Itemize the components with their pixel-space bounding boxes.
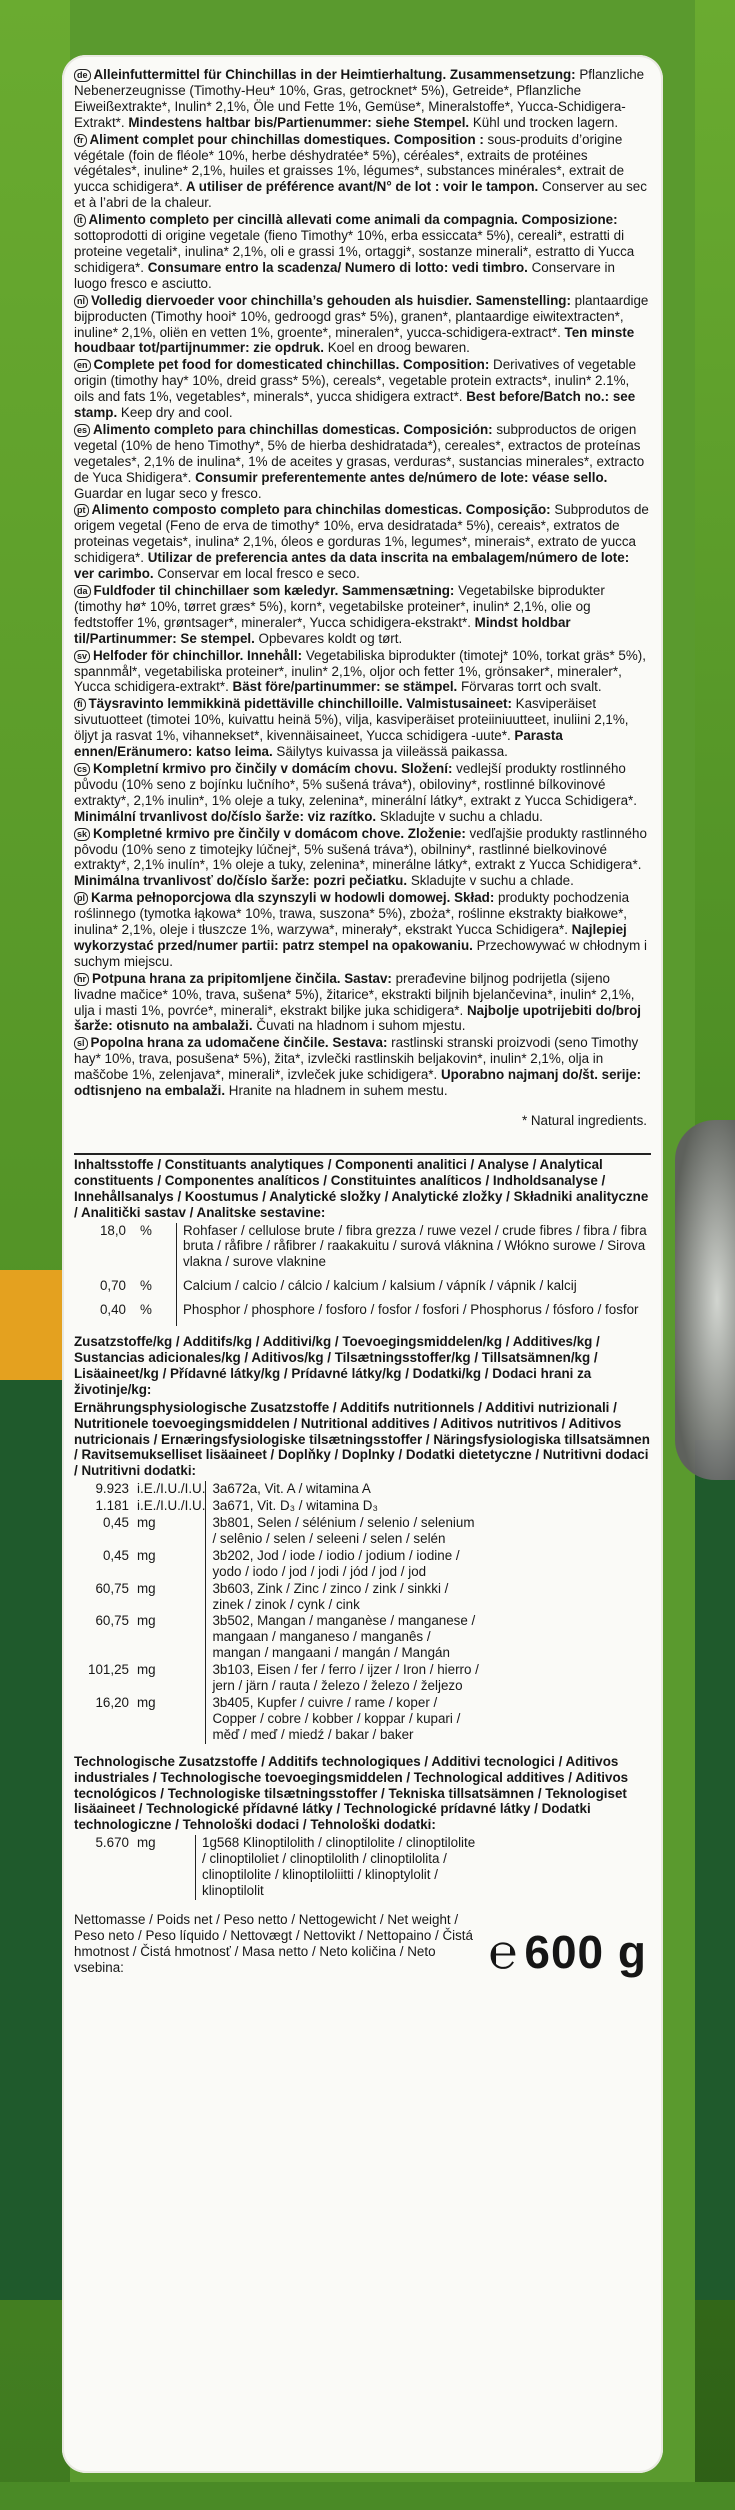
label-panel [62, 55, 663, 2473]
storage-text: Przechowywać w chłodnym i suchym miejscu. [74, 937, 647, 969]
technological-table [74, 1835, 651, 1900]
language-code-badge: pt [74, 504, 89, 517]
storage-text: Koel en droog bewaren. [323, 340, 470, 356]
composition-text: Vegetabiliska biprodukter (timotej* 10%, torkat gräs* 5%), spannmål*, vegetabiliska proteiner*, inulin* 2,1%, oljor och fetter 1%, grönsaker*, mineraler*, Yucca schidigera-extrakt*. [74, 647, 646, 695]
storage-text: Skladujte v suchu a chlade. [407, 873, 574, 889]
product-declaration: Volledig diervoeder voor chinchilla’s gehouden als huisdier. Samenstelling: [91, 292, 571, 308]
nutritional-additives-heading: Ernährungsphysiologische Zusatzstoffe / Additifs nutritionnels / Additivi nutrizionali / Nutritionele toevoegingsmiddelen / Nutritional additives / Aditivos nutritivos / Aditivos nutricionais / Ernæringsfysiologiske tilsætningsstoffer / Näringsfysiologiska tillsatsämnen / Ravitsemukselliset lisäaineet / Doplňky / Doplnky / Dodatki dietetyczne / Nutritivni dodaci / Nutritivni dodatki: [74, 1399, 650, 1479]
language-code-badge: pl [74, 892, 88, 905]
analytical-table [74, 1223, 651, 1327]
composition-text: sottoprodotti di origine vegetale (fieno Timothy* 10%, erba essiccata* 5%), cereali*, estratti di proteine vegetali*, inulina* 2,1%, oli e grassi 1%, ortaggi*, sostanze minerali*, estratto di Yucca schidigera*. [74, 228, 635, 275]
chinchilla-fur-image [675, 1120, 735, 1480]
language-block [74, 132, 651, 212]
analytical-row [74, 1278, 651, 1302]
language-block [74, 502, 651, 582]
storage-text: Conservar em local fresco e seco. [153, 566, 360, 582]
analytical-row [74, 1223, 651, 1279]
row-unit: mg [133, 1662, 206, 1695]
row-value: 0,40 [99, 1302, 126, 1318]
orange-stripe [0, 1270, 70, 1380]
row-description: 1g568 Klinoptilolith / clinoptilolite / clinoptilolite / clinoptiloliet / clinoptilolith / clinoptilolita / clinoptilolite / klinoptiloliitti / klinoptylolit / klinoptilolit [202, 1835, 476, 1898]
row-unit: mg [133, 1548, 206, 1581]
language-blocks [74, 67, 651, 1099]
row-unit: % [134, 1223, 177, 1279]
right-dark-band [695, 1440, 735, 2300]
natural-ingredients-footnote: * Natural ingredients. [521, 1113, 647, 1128]
additive-row [74, 1548, 651, 1581]
storage-text: Conserver au sec et à l’abri de la chaleur. [74, 179, 647, 211]
row-value: 0,45 [102, 1547, 129, 1563]
storage-text: Skladujte v suchu a chladu. [376, 808, 543, 824]
row-description: 3b502, Mangan / manganèse / manganese / mangaan / manganeso / manganês / mangan / mangaani / mangán / Mangán [212, 1613, 476, 1661]
storage-text: Guardar en lugar seco y fresco. [74, 485, 262, 501]
row-unit: mg [133, 1613, 206, 1662]
product-declaration: Helfoder för chinchillor. Innehåll: [93, 647, 303, 663]
language-code-badge: hr [74, 973, 89, 986]
composition-text: Subprodutos de origem vegetal (Feno de erva de timothy* 10%, erva desidratada* 5%), cereais*, extratos de proteinas vegetais*, inulina* 2,1%, óleos e gorduras 1%, legumes*, minerais*, extrato de yucca schidigera*. [74, 502, 649, 566]
language-block [74, 890, 651, 970]
language-block [74, 293, 651, 357]
language-code-badge: sk [74, 828, 90, 841]
net-weight-value [488, 1925, 651, 1979]
best-before-text: Mindestens haltbar bis/Partienummer: siehe Stempel. [124, 114, 470, 130]
additives-heading: Zusatzstoffe/kg / Additifs/kg / Additivi/kg / Toevoegingsmiddelen/kg / Additives/kg / Sustancias adicionales/kg / Aditivos/kg / Tilsætningsstoffer/kg / Tillsatsämnen/kg / Lisäaineet/kg / Přídavné látky/kg / Prídavné látky/kg / Dodatki/kg / Dodaci hrani za životinje/kg: [74, 1334, 600, 1397]
technological-heading: Technologische Zusatzstoffe / Additifs technologiques / Additivi tecnologici / Aditivos industriales / Technologische toevoegingsmiddelen / Technological additives / Aditivos tecnológicos / Technologiske tilsætningsstoffer / Tekniska tillsatsämnen / Teknologiset lisäaineet / Technologické přídavné látky / Technologické prídavné látky / Dodatki technologiczne / Tehnološki dodaci / Tehnološki dodatki: [74, 1753, 629, 1833]
language-block [74, 67, 651, 131]
row-unit: i.E./I.U./I.U. [133, 1498, 206, 1515]
row-unit: mg [133, 1581, 206, 1614]
additive-row [74, 1498, 651, 1515]
composition-text: Pflanzliche Nebenerzeugnisse (Timothy-Heu* 10%, Gras, getrocknet* 5%), Getreide*, Pflanzliche Eiweißextrakte*, Inulin* 2,1%, Öle und Fette 1%, Gemüse*, Mineralstoffe*, Yucca-Schidigera-Extrakt*. [74, 67, 645, 130]
storage-text: Keep dry and cool. [117, 405, 233, 421]
composition-text: Vegetabilske biprodukter (timothy hø* 10%, tørret græs* 5%), korn*, vegetabilske proteiner*, inulin* 2,1%, olie og fedtstoffer 1%, grøntsager*, mineraler*, Yucca schidigera-ekstrakt*. [74, 583, 605, 630]
row-value: 1.181 [95, 1498, 129, 1514]
product-declaration: Alimento completo para chinchillas domesticas. Composición: [93, 421, 493, 437]
best-before-text: Minimálna trvanlivosť do/číslo šarže: pozri pečiatku. [74, 873, 408, 889]
language-block [74, 583, 651, 647]
product-declaration: Alimento composto completo para chinchilas domesticas. Composição: [91, 502, 551, 518]
composition-text: subproductos de origen vegetal (10% de heno Timothy*, 5% de hierba deshidratada*), cereales*, extractos de proteínas vegetales*, 2,1% de inulina*, 1% de aceites y grasas, verduras*, sustancias minerales*, extracto de Yuca Shidigera*. [74, 421, 645, 485]
language-code-badge: fi [74, 698, 86, 711]
product-declaration: Kompletní krmivo pro činčily v domácím chovu. Složení: [93, 760, 453, 776]
e-mark-icon: ℮ [488, 1925, 519, 1979]
storage-text: Hranite na hladnem in suhem mestu. [225, 1083, 448, 1099]
row-value: 60,75 [95, 1580, 129, 1596]
composition-text: Kasviperäiset sivutuotteet (timotei 10%, kuivattu heinä 5%), vilja, kasviperäiset proteiiniuutteet, inuliini 2,1%, öljyt ja rasvat 1%, vihannekset*, kivennäisaineet, Yucca schidigera -uute*. [74, 696, 629, 744]
row-value: 5.670 [95, 1835, 129, 1851]
language-code-badge: fr [74, 134, 87, 147]
row-unit: % [134, 1302, 177, 1326]
composition-text: Derivatives of vegetable origin (timothy hay* 10%, dreid grass* 5%), cereals*, vegetable protein extracts*, inulin* 2.1%, oils and fats 1%, vegetables*, minerals*, yucca shidigera extract*. [74, 357, 636, 405]
product-declaration: Täysravinto lemmikkinä pidettäville chinchilloille. Valmistusaineet: [88, 696, 512, 712]
bottom-green-band [0, 2482, 735, 2510]
language-code-badge: sv [74, 650, 90, 663]
language-code-badge: cs [74, 763, 90, 776]
row-description: Phosphor / phosphore / fosforo / fosfor / fosfori / Phosphorus / fósforo / fosfor [183, 1302, 639, 1318]
composition-text: plantaardige bijproducten (Timothy hooi* 10%, gedroogd gras* 5%), granen*, plantaardige eiwitextracten*, inuline* 2,1%, oliën en vetten 1%, groente*, mineralen*, yucca-schidigera-extract*. [74, 292, 649, 340]
row-description: 3b405, Kupfer / cuivre / rame / koper / Copper / cobre / kobber / koppar / kupari / měď / meď / miedź / bakar / baker [212, 1695, 461, 1742]
language-code-badge: nl [74, 295, 88, 308]
composition-text: vedlejší produkty rostlinného původu (10% seno z bojínku lučního*, 5% sušená tráva*), obiloviny*, rostlinné bílkovinové extrakty*, 2,1% inulin*, 1% oleje a tuky, zelenina*, minerální látky*, extrakt z Yucca Schidigera*. [74, 760, 637, 808]
language-code-badge: it [74, 214, 86, 227]
additive-row [74, 1695, 651, 1744]
storage-text: Opbevares koldt og tørt. [254, 630, 403, 646]
row-value: 101,25 [88, 1662, 129, 1678]
net-weight-label: Nettomasse / Poids net / Peso netto / Nettogewicht / Net weight / Peso neto / Peso líquido / Nettovægt / Nettovikt / Nettopaino / Čistá hmotnost / Čistá hmotnosť / Masa netto / Neto količina / Neto vsebina: [74, 1911, 473, 1975]
language-block [74, 648, 651, 696]
best-before-text: Bäst före/partinummer: se stämpel. [228, 679, 458, 695]
row-unit: mg [133, 1515, 206, 1548]
row-description: 3b801, Selen / sélénium / selenio / selenium / selênio / selen / seleeni / selen / selén [212, 1515, 475, 1546]
best-before-text: Minimální trvanlivost do/číslo šarže: viz razítko. [74, 808, 377, 824]
composition-text: rastlinski stranski proizvodi (seno Timothy hay* 10%, trava, posušena* 5%), žita*, izvlečki rastlinskih beljakovin*, inulin* 2,1%, olja in maščobe 1%, zelenjava*, minerali*, izvleček juke schidigera*. [74, 1035, 639, 1083]
additive-row [74, 1662, 651, 1695]
best-before-text: Najlepiej wykorzystać przed/numer partii: patrz stempel na opakowaniu. [74, 922, 627, 953]
additives-table [74, 1481, 651, 1744]
additive-row [74, 1581, 651, 1614]
product-declaration: Kompletné krmivo pre činčily v domácom chove. Zloženie: [93, 825, 466, 841]
best-before-text: Utilizar de preferencia antes da data inscrita na embalagem/número de lote: ver carimbo. [74, 550, 630, 582]
product-declaration: Complete pet food for domesticated chinchillas. Composition: [93, 357, 490, 373]
row-description: 3b603, Zink / Zinc / zinco / zink / sinkki / zinek / zinok / cynk / cink [212, 1580, 449, 1612]
row-unit: mg [133, 1835, 196, 1900]
language-code-badge: es [74, 424, 90, 437]
additive-row [74, 1515, 651, 1548]
storage-text: Kühl und trocken lagern. [469, 114, 619, 130]
storage-text: Čuvati na hladnom i suhom mjestu. [252, 1018, 466, 1034]
row-value: 16,20 [95, 1695, 129, 1710]
row-description: 3b202, Jod / iode / iodio / jodium / iodine / yodo / iodo / jod / jodi / jód / jod / jod [212, 1547, 460, 1579]
row-description: Calcium / calcio / cálcio / kalcium / kalsium / vápník / vápnik / kalcij [183, 1278, 577, 1294]
row-value: 18,0 [99, 1222, 126, 1238]
product-declaration: Alleinfuttermittel für Chinchillas in der Heimtierhaltung. Zusammensetzung: [93, 67, 576, 82]
best-before-text: Consumir preferentemente antes de/número de lote: véase sello. [191, 469, 608, 485]
storage-text: Conservare in luogo fresco e asciutto. [74, 259, 615, 291]
composition-text: produkty pochodzenia roślinnego (tymotka łąkowa* 10%, trawa, suszona* 5%), zboża*, roślinne ekstrakty białkowe*, inulina* 2,1%, oleje i tłuszcze 1%, warzywa*, minerały*, ekstrakt Yucca Schidigera*. [74, 890, 630, 938]
product-declaration: Popolna hrana za udomačene činčile. Sestava: [90, 1035, 388, 1051]
best-before-text: Consumare entro la scadenza/ Numero di lotto: vedi timbro. [143, 259, 528, 275]
language-block [74, 696, 651, 760]
row-description: 3a672a, Vit. A / witamina A [212, 1481, 371, 1497]
analytical-heading: Inhaltsstoffe / Constituants analytiques / Componenti analitici / Analyse / Analytical constituents / Componentes analíticos / Constituintes analíticos / Indholdsanalyse / Innehållsanalys / Koostumus / Analytické složky / Analytické zložky / Składniki analityczne / Analitički sastav / Analitske sestavine: [74, 1156, 649, 1220]
best-before-text: A utiliser de préférence avant/N° de lot : voir le tampon. [182, 179, 539, 195]
composition-text: prerađevine biljnog podrijetla (sijeno livadne mačice* 10%, trava, sušena* 5%), žitarice*, ekstrakti biljnih bjelančevina*, inulin* 2,1%, ulja i masti 1%, povrće*, minerali*, ekstrakt biljke juka schidigera*. [74, 970, 635, 1018]
row-value: 0,70 [99, 1278, 126, 1294]
language-code-badge: da [74, 585, 91, 598]
net-weight-row [74, 1911, 651, 1979]
language-block [74, 422, 651, 502]
additive-row [74, 1613, 651, 1662]
analytical-divider [74, 1153, 651, 1155]
additive-row [74, 1481, 651, 1498]
best-before-text: Best before/Batch no.: see stamp. [74, 389, 636, 421]
composition-text: vedľajšie produkty rastlinného pôvodu (10% seno z timotejky lúčnej*, 5% sušená tráva*), obilniny*, rastlinné bielkovinové extrakty*, 2,1% inulín*, 1% oleje a tuky, zelenina*, minerálne látky*, extrakt z Yucca Schidigera*. [74, 825, 647, 873]
language-block [74, 971, 651, 1035]
language-code-badge: de [74, 69, 91, 82]
composition-text: sous-produits d’origine végétale (foin de fléole* 10%, herbe déshydratée* 5%), céréales*, extraits de protéines végétales*, inuline* 2,1%, huiles et graisses 1%, légumes*, substances minérales*, extrait de yucca schidigera*. [74, 131, 625, 195]
best-before-text: Parasta ennen/Eränumero: katso leima. [74, 728, 563, 760]
language-block [74, 761, 651, 825]
product-declaration: Aliment complet pour chinchillas domestiques. Composition : [89, 131, 484, 147]
row-unit: i.E./I.U./I.U. [133, 1481, 206, 1498]
storage-text: Förvaras torrt och svalt. [457, 679, 602, 695]
analytical-row [74, 1302, 651, 1326]
language-block [74, 212, 651, 292]
row-unit: mg [133, 1695, 206, 1744]
net-weight-amount: 600 g [524, 1925, 647, 1978]
language-block [74, 826, 651, 890]
language-block [74, 1035, 651, 1099]
row-description: 3a671, Vit. D₃ / witamina D₃ [212, 1498, 378, 1514]
best-before-text: Mindst holdbar til/Partinummer: Se stempel. [74, 614, 571, 646]
technological-row [74, 1835, 651, 1900]
best-before-text: Najbolje upotrijebiti do/broj šarže: otisnuto na ambalaži. [74, 1002, 642, 1034]
language-code-badge: en [74, 359, 91, 372]
product-declaration: Karma pełnoporcjowa dla szynszyli w hodowli domowej. Skład: [91, 890, 495, 906]
language-code-badge: sl [74, 1037, 88, 1050]
storage-text: Säilytys kuivassa ja viileässä paikassa. [272, 744, 508, 760]
language-block [74, 357, 651, 421]
product-declaration: Fuldfoder til chinchillaer som kæledyr. Sammensætning: [93, 583, 455, 598]
best-before-text: Uporabno najmanj do/št. serije: odtisnjeno na embalaži. [74, 1067, 642, 1099]
left-dark-band [0, 1380, 70, 2300]
product-declaration: Potpuna hrana za pripitomljene činčila. Sastav: [92, 970, 392, 986]
row-description: Rohfaser / cellulose brute / fibra grezza / ruwe vezel / crude fibres / fibra / fibra bruta / råfibre / råfibrer / raakakuitu / surová vláknina / Włókno surowe / Sirova vlakna / surove vlaknine [183, 1222, 647, 1270]
best-before-text: Ten minste houdbaar tot/partijnummer: zie opdruk. [74, 324, 635, 356]
row-value: 60,75 [95, 1613, 129, 1629]
product-declaration: Alimento completo per cincillà allevati come animali da compagnia. Composizione: [88, 212, 618, 228]
row-unit: % [134, 1278, 177, 1302]
row-value: 0,45 [102, 1515, 129, 1531]
row-description: 3b103, Eisen / fer / ferro / ijzer / Iron / hierro / jern / järn / rauta / železo / železo / željezo [212, 1662, 479, 1694]
row-value: 9.923 [95, 1481, 129, 1497]
